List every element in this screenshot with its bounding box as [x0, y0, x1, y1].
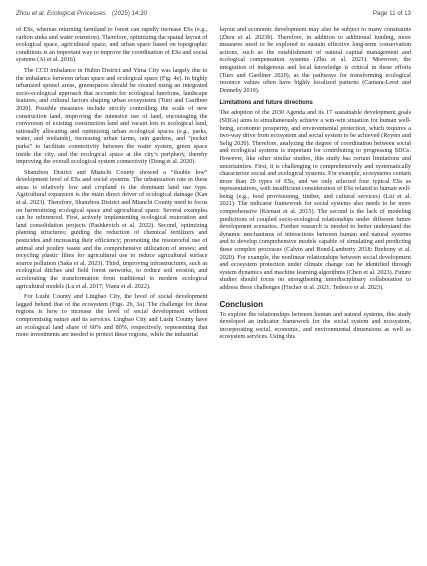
page-number: Page 11 of 13: [372, 10, 411, 17]
paragraph: For Lushi County and Lingbao City, the level of social development lagged behind that of the ecosystem (Figs. 2b, 3a). The challenge for these regions is how to increase the level of social development without compromising nature and its services. Lingbao City and Lushi County have an ecological land share of 60% and 80%, respectively, representing that more investments are needed to protect these regions, while the industrial: [16, 293, 208, 339]
two-column-body: [16, 26, 411, 344]
paragraph: The CCD imbalance in Hubin District and Yima City was largely due to the imbalance between urban space and ecological space (Fig. 4e). In highly urbanized sprawl areas, greenspaces should be created using an integrated socio-ecological approach that accounts for ecological functions, landscape features, and cultural factors shaping urban ecosystems (Turo and Gardiner 2020). Possible measures include strictly controlling the scale of new construction land, improving the intensive use of land, encouraging the conversion of existing construction land and vacant lots to ecological land, rationally allocating and optimizing urban ecological spaces (e.g., parks, water, and wetlands), increasing urban farms, rain gardens, and “pocket parks” to facilitate connectivity between the water system, green space inside the city, and the ecological space at the city’s periphery, thereby improving the overall ecological system connectivity (Dong et al. 2020).: [16, 66, 208, 166]
running-header: [16, 10, 411, 24]
section-subheading: Limitations and future directions: [219, 100, 313, 107]
paragraph: layout and economic development may also be subject to many constraints (Zhou et al. 2023b). Therefore, in addition to additional funding, more measures need to be explored to sustain effective long-term conservation actions, such as the establishment of natural capital management and ecological compensation systems (Zhu et al. 2021). Moreover, the integration of indigenous and local knowledge is critical in these efforts (Turo and Gardiner 2020), as the pathways for transforming ecological resource values often have highly localized patterns (Camara-Leret and Dennehy 2019).: [219, 26, 411, 94]
journal-name: Zhou et al. Ecological Processes: [16, 10, 106, 17]
section-heading: Conclusion: [219, 299, 264, 309]
paragraph: of ESs, whereas returning farmland to forest can rapidly increase ESs (e.g., carbon sinks and water retention). Therefore, optimizing the spatial layout of ecological space, agricultural space, and urban space based on topographic conditions is an important way to improve the coordination of ESs and social systems (Ai et al. 2016).: [16, 26, 208, 64]
left-column: [16, 26, 208, 344]
paragraph: Shanzhou District and Mianchi County showed a “double low” development level of ESs and social systems. The urbanization rate in these areas is relatively low and cropland is the dominant land use type. Agricultural expansion is the main direct driver of ecological damage (Kan et al. 2023). Therefore, Shanzhou District and Mianchi County need to focus on harmonizing ecological space and agricultural space. Several examples can be referenced. First, actively implementing ecological restoration and land consolidation projects (Pashkevich et al. 2022). Second, optimizing planting structures; guiding the reduction of chemical fertilizers and pesticides and increasing their efficiency; promoting the resourceful use of animal and poultry waste and the comprehensive utilization of straws; and recycling plastic films for agricultural use to reduce agricultural surface source pollution (Saka et al. 2023). Third, improving infrastructures, such as ecological ditches and field forest networks, to reduce soil erosion, and accelerating the transformation from traditional to modern ecological agricultural models (Lu et al. 2017; Viana et al. 2022).: [16, 168, 208, 290]
right-column: [220, 26, 412, 344]
volume-year: (2025) 14:20: [112, 10, 148, 17]
paragraph: The adoption of the 2030 Agenda and its 17 sustainable development goals (SDGs) aims to simultaneously achieve a win-win situation for human well-being, economic prosperity, and environmental protection, which requires a two-way drive from ecosystem and social system to be achieved (Reyers and Selig 2020). Therefore, analyzing the degree of coordination between social and ecological systems is important for contributing to progressing SDGs. However, like other similar studies, this study has certain limitations and uncertainties. First, it is challenging to comprehensively and systematically characterize social and ecological systems. For example, ecosystems contain more than 20 types of ESs, and we only selected four typical ESs as representatives, with insufficient consideration of ESs related to human well-being (e.g., food provisioning, timber, and cultural services) (Liu et al. 2021). The indicator framework for social systems also needs to be more comprehensive (Kienast et al. 2015). The second is the lack of modeling predictions of coupled socio-ecological relationships under different future development scenarios. Further research is needed to better understand the dynamic mechanisms of interactions between human and natural systems and to develop comprehensive models capable of simulating and predicting these complex processes (Calvin and Bond-Lamberty 2018; Brehony et al. 2020). For example, the nonlinear relationships between social development and ecosystem protection under climate change can be identified through system dynamics and machine learning algorithms (Chen et al. 2023). Future studies should focus on strengthening interdisciplinary collaboration to address these challenges (Fischer et al. 2021; Tedesco et al. 2023).: [219, 109, 411, 291]
paragraph: To explore the relationships between human and natural systems, this study developed an indicator framework for the social system and ecosystem, incorporating social, economic, and environmental dimensions as well as ecosystem services. Using this: [219, 310, 411, 341]
